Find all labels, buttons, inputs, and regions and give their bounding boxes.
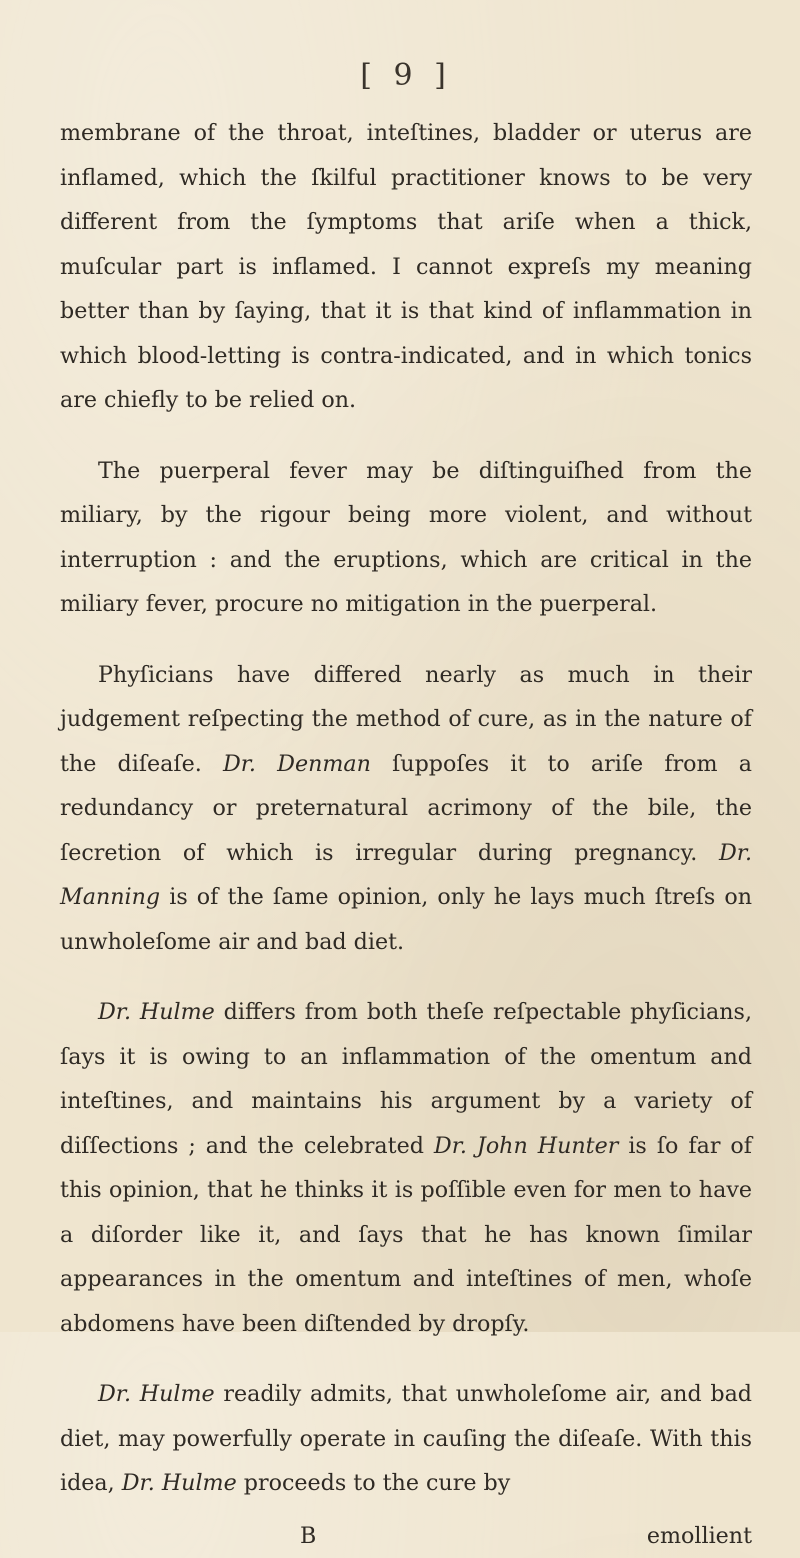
paragraph xyxy=(60,990,752,1346)
text-run: proceeds to the cure by xyxy=(236,1470,511,1496)
text-run: is of the ſame opinion, only he lays much ſtreſs on unwholeſome air and bad diet. xyxy=(60,884,752,955)
text-run: is ſo far of this opinion, that he thinks it is poſſible even for men to have a diſorder like it, and ſays that he has known ſimilar appearances in the omentum and inteſtines of men, whoſe abdomens have been diſtended by dropſy. xyxy=(60,1132,752,1337)
signature-mark: B xyxy=(300,1522,317,1549)
text-run: The puerperal fever may be diſtinguiſhed from the miliary, by the rigour being more violent, and without interruption : and the eruptions, which are critical in the miliary fever, procure no mitigation in the puerperal. xyxy=(60,457,752,617)
paragraph xyxy=(60,449,752,627)
catchword: emollient xyxy=(646,1522,752,1549)
italic-name-text: Dr. Denman xyxy=(222,750,371,777)
footer-catchline xyxy=(60,1514,752,1558)
text-run: membrane of the throat, inteſtines, bladder or uterus are inflamed, which the ſkilful practitioner knows to be very different from the ſymptoms that ariſe when a thick, muſcular part is inflamed. I cannot expreſs my meaning better than by ſaying, that it is that kind of inflammation in which blood-letting is contra-indicated, and in which tonics are chiefly to be relied on. xyxy=(60,120,752,413)
italic-name-text: Dr. John Hunter xyxy=(433,1132,619,1159)
text-run: Phyſicians have differed nearly as much in their judgement reſpecting the method of cure, as in the nature of the diſeaſe. xyxy=(60,661,752,777)
italic-name-text: Dr. Manning xyxy=(60,839,752,910)
text-run: ſuppoſes it to ariſe from a redundancy or preternatural acrimony of the bile, the ſecretion of which is irregular during pregnancy. xyxy=(60,750,752,866)
paragraph xyxy=(60,111,752,423)
paragraph xyxy=(60,653,752,965)
page-number: [ 9 ] xyxy=(360,58,452,93)
italic-name-text: Dr. Hulme xyxy=(121,1470,237,1496)
text-run: differs from both theſe reſpectable phyſicians, ſays it is owing to an inflammation of the omentum and inteſtines, and maintains his argument by a variety of diſſections ; and the celebrated xyxy=(60,999,752,1159)
italic-name-text: Dr. Hulme xyxy=(98,999,215,1025)
italic-name-text: Dr. Hulme xyxy=(98,1381,215,1407)
paragraph xyxy=(60,1372,752,1506)
text-run: readily admits, that unwholeſome air, and bad diet, may powerfully operate in cauſing the diſeaſe. With this idea, xyxy=(60,1381,753,1496)
body-text xyxy=(60,111,752,1506)
